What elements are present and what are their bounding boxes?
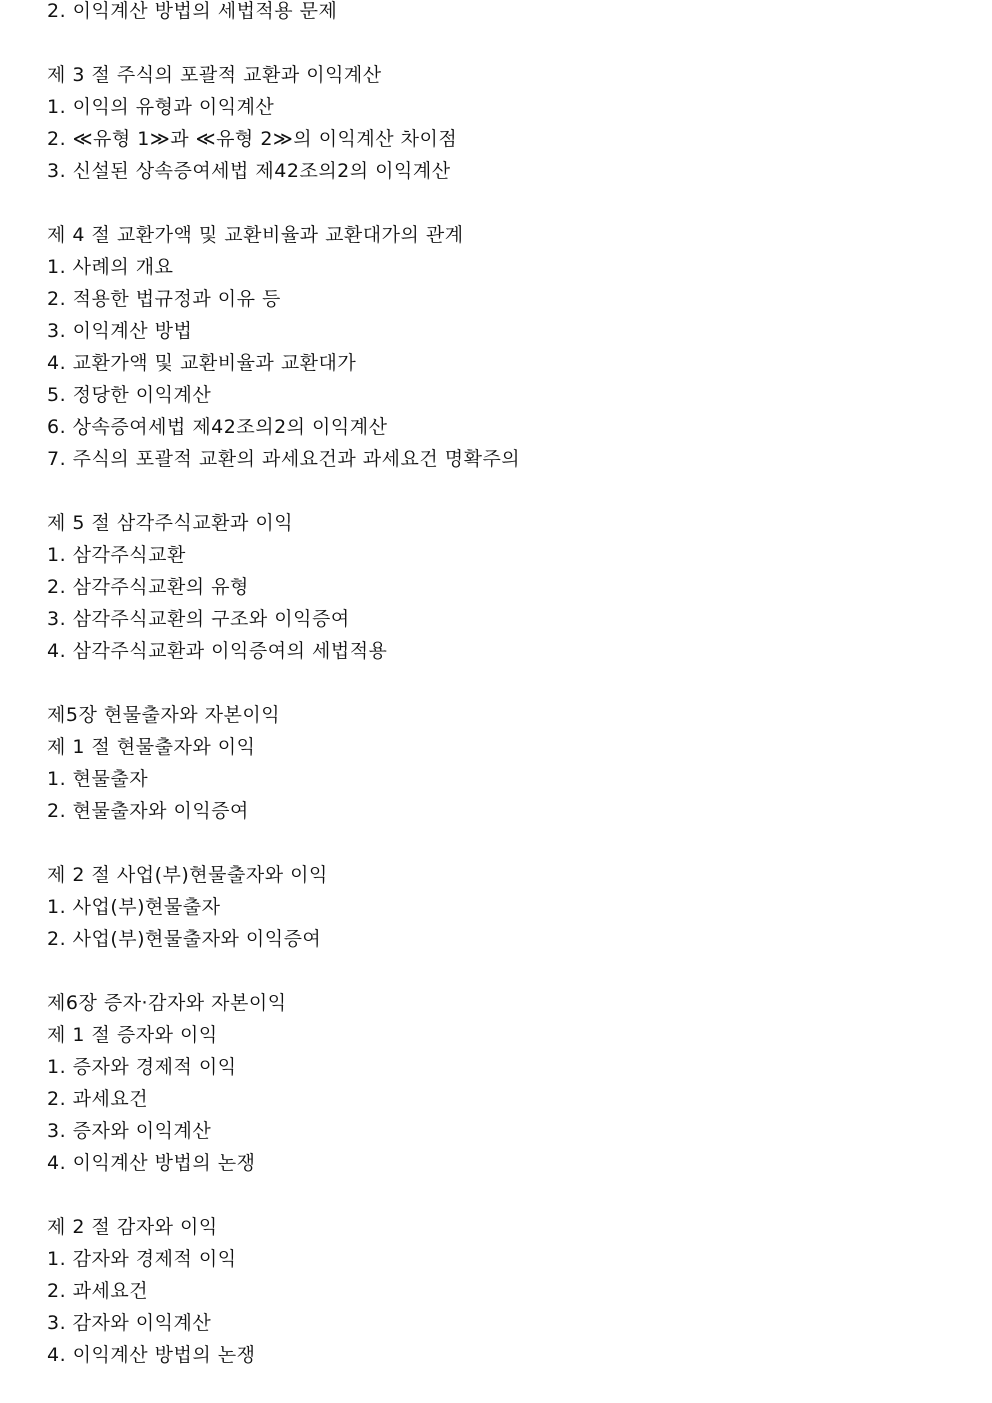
section-heading: 제 1 절 증자와 이익 bbox=[47, 1024, 218, 1046]
chapter-heading: 제6장 증자·감자와 자본이익 bbox=[47, 992, 287, 1014]
blank-line bbox=[47, 827, 947, 859]
blank-line bbox=[47, 955, 947, 987]
blank-line bbox=[47, 667, 947, 699]
list-item: 6. 상속증여세법 제42조의2의 이익계산 bbox=[47, 416, 388, 438]
blank-line bbox=[47, 187, 947, 219]
list-item: 2. 이익계산 방법의 세법적용 문제 bbox=[47, 0, 338, 22]
list-item: 3. 신설된 상속증여세법 제42조의2의 이익계산 bbox=[47, 160, 451, 182]
list-item: 4. 교환가액 및 교환비율과 교환대가 bbox=[47, 352, 357, 374]
list-item: 4. 삼각주식교환과 이익증여의 세법적용 bbox=[47, 640, 388, 662]
list-item: 3. 삼각주식교환의 구조와 이익증여 bbox=[47, 608, 350, 630]
list-item: 7. 주식의 포괄적 교환의 과세요건과 과세요건 명확주의 bbox=[47, 448, 521, 470]
section-heading: 제 1 절 현물출자와 이익 bbox=[47, 736, 256, 758]
section-heading: 제 2 절 감자와 이익 bbox=[47, 1216, 218, 1238]
blank-line bbox=[47, 1179, 947, 1211]
list-item: 3. 감자와 이익계산 bbox=[47, 1312, 212, 1334]
list-item: 2. 과세요건 bbox=[47, 1280, 149, 1302]
blank-line bbox=[47, 475, 947, 507]
list-item: 2. 사업(부)현물출자와 이익증여 bbox=[47, 928, 322, 950]
list-item: 1. 증자와 경제적 이익 bbox=[47, 1056, 237, 1078]
list-item: 1. 이익의 유형과 이익계산 bbox=[47, 96, 275, 118]
list-item: 1. 사업(부)현물출자 bbox=[47, 896, 221, 918]
list-item: 3. 증자와 이익계산 bbox=[47, 1120, 212, 1142]
blank-line bbox=[47, 27, 947, 59]
section-heading: 제 4 절 교환가액 및 교환비율과 교환대가의 관계 bbox=[47, 224, 464, 246]
list-item: 1. 사례의 개요 bbox=[47, 256, 174, 278]
chapter-heading: 제5장 현물출자와 자본이익 bbox=[47, 704, 281, 726]
list-item: 1. 삼각주식교환 bbox=[47, 544, 186, 566]
list-item: 2. 현물출자와 이익증여 bbox=[47, 800, 249, 822]
list-item: 4. 이익계산 방법의 논쟁 bbox=[47, 1344, 256, 1366]
list-item: 3. 이익계산 방법 bbox=[47, 320, 193, 342]
list-item: 4. 이익계산 방법의 논쟁 bbox=[47, 1152, 256, 1174]
list-item: 2. 적용한 법규정과 이유 등 bbox=[47, 288, 281, 310]
list-item: 1. 현물출자 bbox=[47, 768, 149, 790]
list-item: 2. 삼각주식교환의 유형 bbox=[47, 576, 249, 598]
list-item: 2. 과세요건 bbox=[47, 1088, 149, 1110]
section-heading: 제 5 절 삼각주식교환과 이익 bbox=[47, 512, 294, 534]
section-heading: 제 3 절 주식의 포괄적 교환과 이익계산 bbox=[47, 64, 382, 86]
list-item: 1. 감자와 경제적 이익 bbox=[47, 1248, 237, 1270]
list-item: 5. 정당한 이익계산 bbox=[47, 384, 212, 406]
list-item: 2. ≪유형 1≫과 ≪유형 2≫의 이익계산 차이점 bbox=[47, 128, 458, 150]
document-body bbox=[47, 0, 947, 1371]
section-heading: 제 2 절 사업(부)현물출자와 이익 bbox=[47, 864, 328, 886]
